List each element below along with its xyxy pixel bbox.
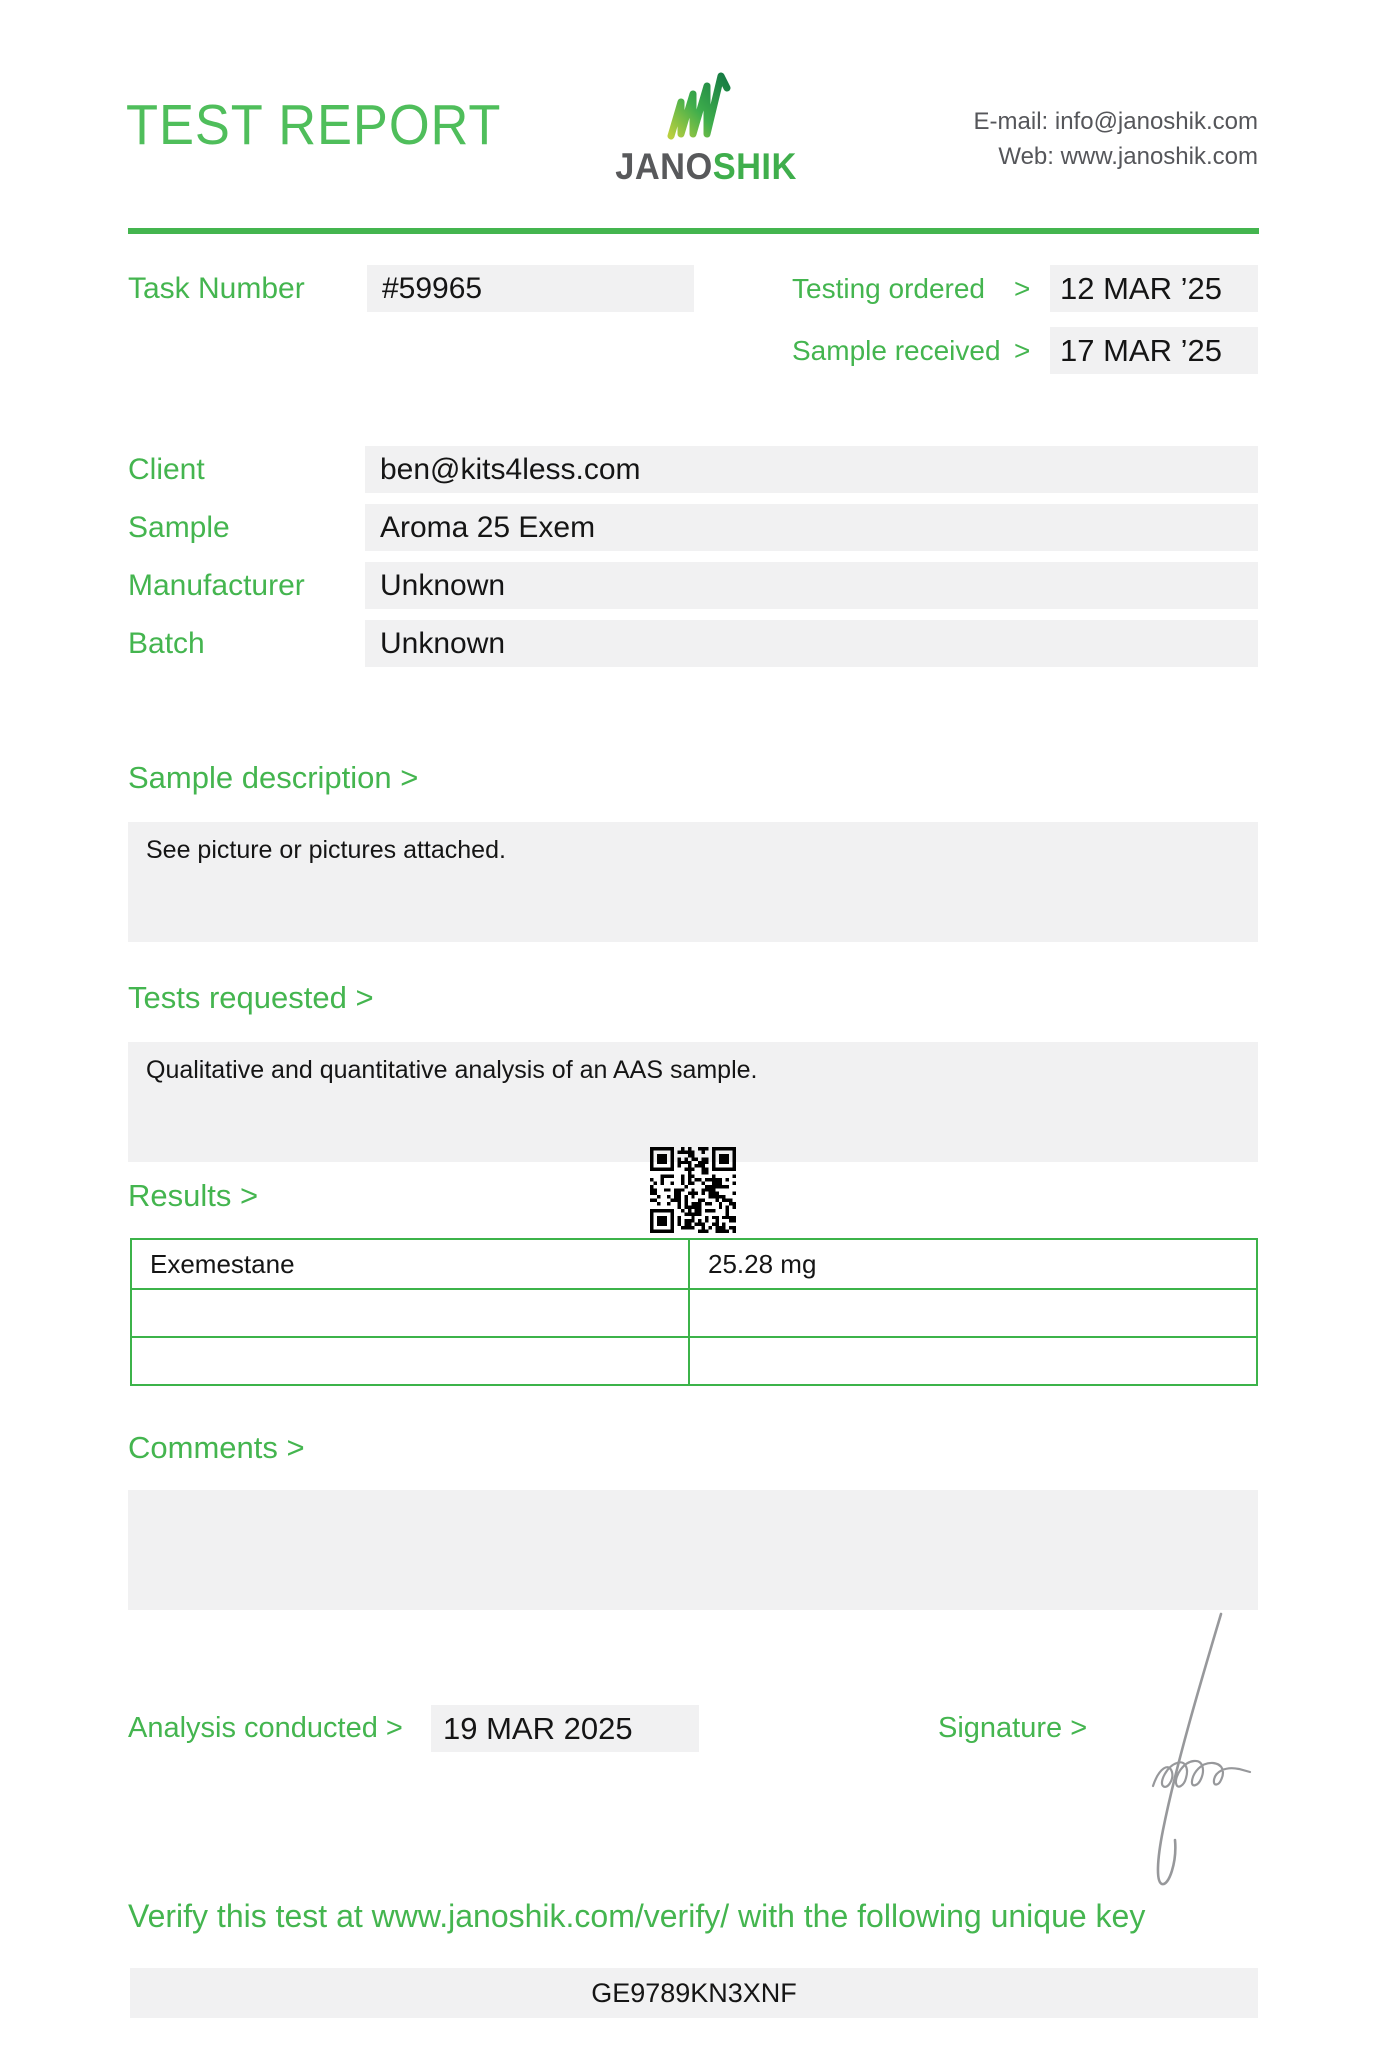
sample-value: Aroma 25 Exem <box>365 504 1258 551</box>
result-empty-cell <box>690 1288 1256 1336</box>
verify-instruction: Verify this test at www.janoshik.com/verify/ with the following unique key <box>128 1898 1146 1934</box>
sample-received-arrow: > <box>1014 335 1031 366</box>
sample-description-heading: Sample description > <box>128 760 419 795</box>
comments-heading: Comments > <box>128 1430 305 1465</box>
batch-label: Batch <box>128 627 205 660</box>
comments-text <box>128 1490 1258 1610</box>
result-empty-cell <box>690 1336 1256 1384</box>
verify-key: GE9789KN3XNF <box>130 1968 1258 2018</box>
task-number-value: #59965 <box>367 265 694 312</box>
signature-label: Signature > <box>938 1712 1088 1744</box>
page-title: TEST REPORT <box>126 93 502 157</box>
sample-description-text: See picture or pictures attached. <box>128 822 1258 942</box>
chart-growth-icon <box>665 68 747 144</box>
client-value: ben@kits4less.com <box>365 446 1258 493</box>
batch-value: Unknown <box>365 620 1258 667</box>
contact-email: E-mail: info@janoshik.com <box>973 108 1258 135</box>
tests-requested-heading: Tests requested > <box>128 980 374 1015</box>
sample-received-label: Sample received <box>792 335 1001 366</box>
manufacturer-label: Manufacturer <box>128 569 305 602</box>
result-empty-cell <box>132 1336 690 1384</box>
sample-label: Sample <box>128 511 230 544</box>
qr-code <box>650 1147 736 1233</box>
header-divider <box>128 228 1259 234</box>
tests-requested-text: Qualitative and quantitative analysis of an AAS sample. <box>128 1042 1258 1162</box>
result-amount: 25.28 mg <box>708 1249 817 1279</box>
testing-ordered-arrow: > <box>1014 273 1031 304</box>
result-substance: Exemestane <box>132 1240 690 1288</box>
result-empty-cell <box>132 1288 690 1336</box>
logo-wordmark: JANOSHIK <box>615 146 797 187</box>
results-table <box>130 1238 1258 1386</box>
analysis-date: 19 MAR 2025 <box>431 1705 699 1752</box>
janoshik-logo <box>596 68 816 188</box>
analysis-conducted-label: Analysis conducted > <box>128 1712 403 1744</box>
results-heading: Results > <box>128 1178 259 1213</box>
contact-info <box>974 104 1258 174</box>
testing-ordered-date: 12 MAR ’25 <box>1050 265 1258 312</box>
client-label: Client <box>128 453 205 486</box>
signature-image <box>1093 1610 1273 1905</box>
task-number-label: Task Number <box>128 272 305 305</box>
manufacturer-value: Unknown <box>365 562 1258 609</box>
contact-web: Web: www.janoshik.com <box>998 143 1258 170</box>
testing-ordered-label: Testing ordered <box>792 273 986 304</box>
sample-received-date: 17 MAR ’25 <box>1050 327 1258 374</box>
